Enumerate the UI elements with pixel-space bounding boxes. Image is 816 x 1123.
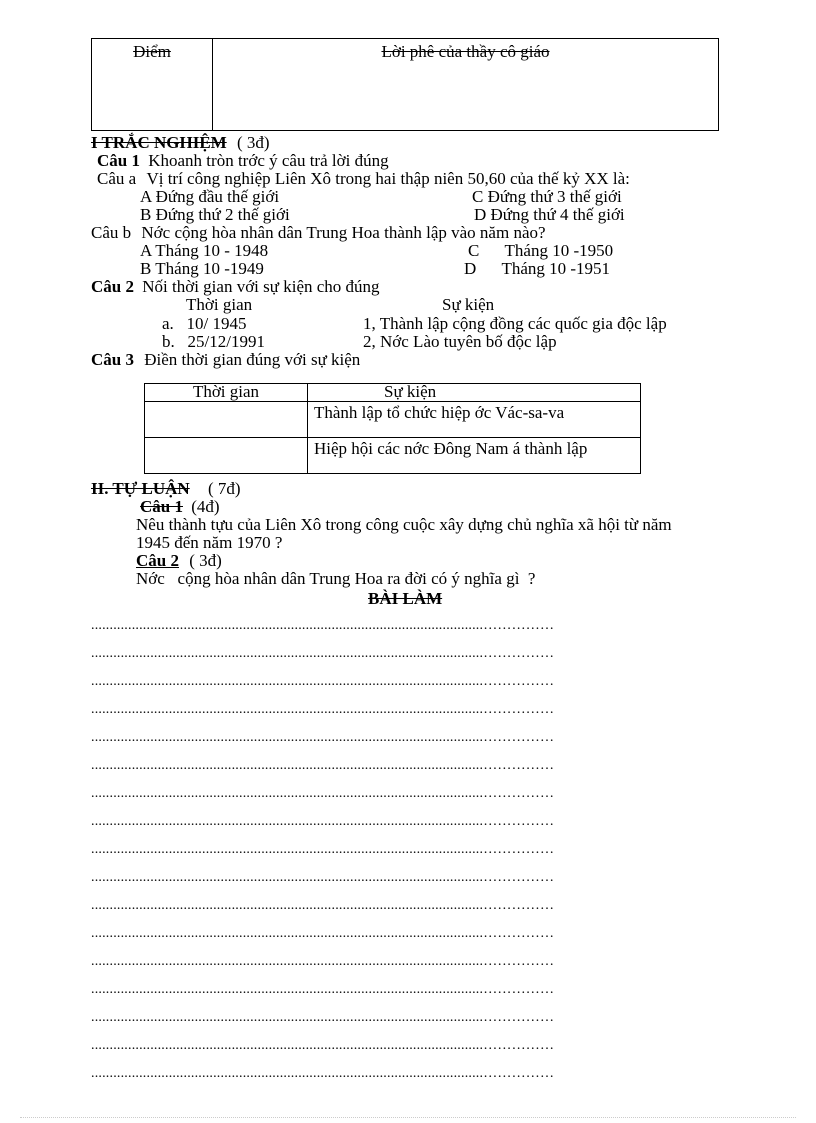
- answer-line[interactable]: ..........................................................................................................……………: [91, 926, 555, 941]
- p2q1-line: [140, 498, 220, 516]
- q3-instruction: Điền thời gian đúng với sự kiện: [144, 350, 361, 369]
- q1b-option-a[interactable]: A Tháng 10 - 1948: [140, 241, 269, 260]
- q2-line: [91, 278, 380, 296]
- part2-header: [91, 480, 241, 498]
- p2q1-points: (4đ): [191, 497, 220, 516]
- q3-time-cell-1[interactable]: [145, 402, 308, 438]
- q1a-option-b[interactable]: B Đứng thứ 2 thế giới: [140, 205, 290, 224]
- q3-header-event: Sự kiện: [308, 384, 641, 402]
- answer-line[interactable]: ..........................................................................................................……………: [91, 842, 555, 857]
- q3-label: Câu 3: [91, 350, 134, 369]
- q2-col-event: Sự kiện: [442, 295, 495, 314]
- answer-line[interactable]: ..........................................................................................................……………: [91, 814, 555, 829]
- q1b-option-d[interactable]: D Tháng 10 -1951: [464, 259, 611, 278]
- q2-event-2[interactable]: 2, Nớc Lào tuyên bố độc lập: [363, 332, 557, 351]
- p2q2-line: [136, 552, 222, 570]
- q2-event-1[interactable]: 1, Thành lập cộng đồng các quốc gia độc lập: [363, 314, 667, 333]
- q3-table: [144, 383, 641, 474]
- q1a-option-d[interactable]: D Đứng thứ 4 thế giới: [474, 205, 625, 224]
- answer-line[interactable]: ..........................................................................................................……………: [91, 1010, 555, 1025]
- q1-label: Câu 1: [97, 151, 140, 170]
- q1a-option-c[interactable]: C Đứng thứ 3 thế giới: [472, 187, 622, 206]
- p2q2-text: Nớc cộng hòa nhân dân Trung Hoa ra đời có ý nghĩa gì ?: [136, 569, 536, 588]
- answer-line[interactable]: ..........................................................................................................……………: [91, 1038, 555, 1053]
- q1a-option-a[interactable]: A Đứng đầu thế giới: [140, 187, 280, 206]
- answer-line[interactable]: ..........................................................................................................……………: [91, 674, 555, 689]
- answer-line[interactable]: ..........................................................................................................……………: [91, 758, 555, 773]
- q2-time-a[interactable]: a. 10/ 1945: [162, 314, 247, 333]
- q3-event-2: Hiệp hội các nớc Đông Nam á thành lập: [308, 438, 641, 474]
- answer-line[interactable]: ..........................................................................................................……………: [91, 898, 555, 913]
- q2-time-b[interactable]: b. 25/12/1991: [162, 332, 265, 351]
- q3-line: [91, 351, 360, 369]
- q2-col-time: Thời gian: [186, 295, 253, 314]
- q1b-text: Nớc cộng hòa nhân dân Trung Hoa thành lập vào năm nào?: [141, 223, 546, 242]
- part1-header: [91, 134, 270, 152]
- answer-line[interactable]: ..........................................................................................................……………: [91, 1066, 555, 1081]
- p2q1-label: Câu 1: [140, 497, 183, 516]
- score-label: Điểm: [133, 42, 171, 61]
- answer-line[interactable]: ..........................................................................................................……………: [91, 702, 555, 717]
- q3-event-1: Thành lập tổ chức hiệp ớc Vác-sa-va: [308, 402, 641, 438]
- q1a-label: Câu a: [97, 169, 137, 188]
- q1a-line: [97, 170, 630, 188]
- part2-points: ( 7đ): [207, 479, 241, 498]
- q1-instruction: Khoanh tròn trớc ý câu trả lời đúng: [148, 151, 389, 170]
- q1b-line: [91, 224, 546, 242]
- answer-line[interactable]: ..........................................................................................................……………: [91, 618, 555, 633]
- q2-label: Câu 2: [91, 277, 134, 296]
- answer-line[interactable]: ..........................................................................................................……………: [91, 730, 555, 745]
- p2q2-label: Câu 2: [136, 551, 179, 570]
- q3-time-cell-2[interactable]: [145, 438, 308, 474]
- answer-line[interactable]: ..........................................................................................................……………: [91, 954, 555, 969]
- part1-points: ( 3đ): [236, 133, 270, 152]
- answer-line[interactable]: ..........................................................................................................……………: [91, 646, 555, 661]
- q3-header-time: Thời gian: [145, 384, 308, 402]
- q1b-option-b[interactable]: B Tháng 10 -1949: [140, 259, 264, 278]
- answer-line[interactable]: ..........................................................................................................……………: [91, 982, 555, 997]
- comment-label: Lời phê của thầy cô giáo: [381, 42, 550, 61]
- p2q2-points: ( 3đ): [189, 551, 222, 570]
- answer-heading: BÀI LÀM: [368, 589, 443, 608]
- score-cell: [92, 39, 213, 131]
- answer-line[interactable]: ..........................................................................................................……………: [91, 870, 555, 885]
- q2-instruction: Nối thời gian với sự kiện cho đúng: [142, 277, 380, 296]
- p2q1-text1: Nêu thành tựu của Liên Xô trong công cuộc xây dựng chủ nghĩa xã hội từ năm: [136, 515, 672, 534]
- score-box: [91, 38, 719, 131]
- part2-heading: II. TỰ LUẬN: [91, 479, 190, 498]
- p2q1-text2: 1945 đến năm 1970 ?: [136, 533, 283, 552]
- q1b-option-c[interactable]: C Tháng 10 -1950: [468, 241, 614, 260]
- page-bottom-border: [20, 1117, 796, 1118]
- q1a-text: Vị trí công nghiệp Liên Xô trong hai thập niên 50,60 của thế kỷ XX là:: [146, 169, 630, 188]
- answer-line[interactable]: ..........................................................................................................……………: [91, 786, 555, 801]
- comment-cell: [213, 39, 719, 131]
- q1-line: [97, 152, 389, 170]
- q1b-label: Câu b: [91, 223, 132, 242]
- part1-heading: I TRẮC NGHIỆM: [91, 133, 227, 152]
